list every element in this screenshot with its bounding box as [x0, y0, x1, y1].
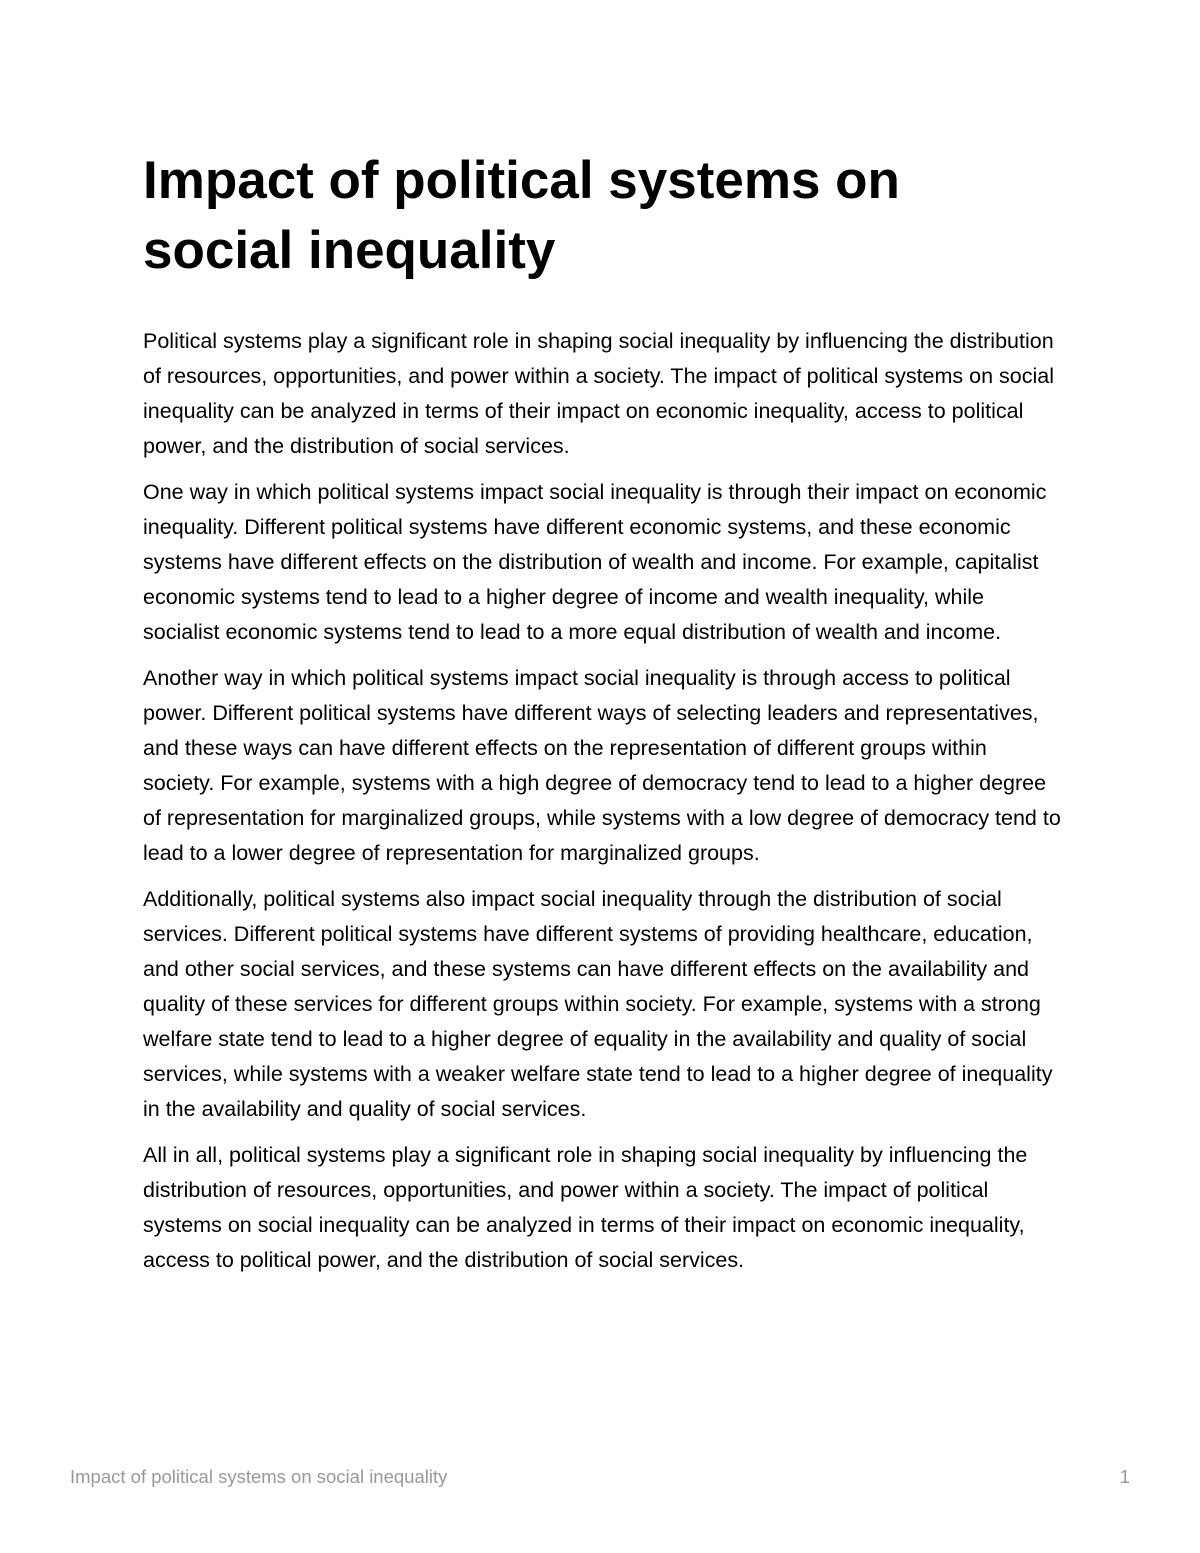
footer-title: Impact of political systems on social inequality [70, 1466, 448, 1487]
paragraph-intro: Political systems play a significant role in shaping social inequality by influencing the distribution of resources, opportunities, and power within a society. The impact of political systems on social inequality can be analyzed in terms of their impact on economic inequality, access to political power, and the distribution of social services. [143, 329, 1054, 458]
paragraph-economic-inequality: One way in which political systems impact social inequality is through their impact on economic inequality. Different political systems have different economic systems, and these economic systems have different effects on the distribution of wealth and income. For example, capitalist economic systems tend to lead to a higher degree of income and wealth inequality, while socialist economic systems tend to lead to a more equal distribution of wealth and income. [143, 480, 1047, 644]
page-footer [70, 1466, 1130, 1490]
paragraph-social-services: Additionally, political systems also impact social inequality through the distribution of social services. Different political systems have different systems of providing healthcare, education, and other social services, and these systems can have different effects on the availability and quality of these services for different groups within society. For example, systems with a strong welfare state tend to lead to a higher degree of equality in the availability and quality of social services, while systems with a weaker welfare state tend to lead to a higher degree of inequality in the availability and quality of social services. [143, 887, 1053, 1121]
document-body [143, 324, 1063, 1278]
page-number: 1 [1119, 1466, 1130, 1487]
document-title: Impact of political systems on social inequality [143, 151, 900, 280]
paragraph-political-power: Another way in which political systems impact social inequality is through access to political power. Different political systems have different ways of selecting leaders and representatives, and these ways can have different effects on the representation of different groups within society. For example, systems with a high degree of democracy tend to lead to a higher degree of representation for marginalized groups, while systems with a low degree of democracy tend to lead to a lower degree of representation for marginalized groups. [143, 666, 1061, 865]
document-content [143, 146, 1063, 1289]
paragraph-conclusion: All in all, political systems play a significant role in shaping social inequality by influencing the distribution of resources, opportunities, and power within a society. The impact of political systems on social inequality can be analyzed in terms of their impact on economic inequality, access to political power, and the distribution of social services. [143, 1143, 1028, 1272]
